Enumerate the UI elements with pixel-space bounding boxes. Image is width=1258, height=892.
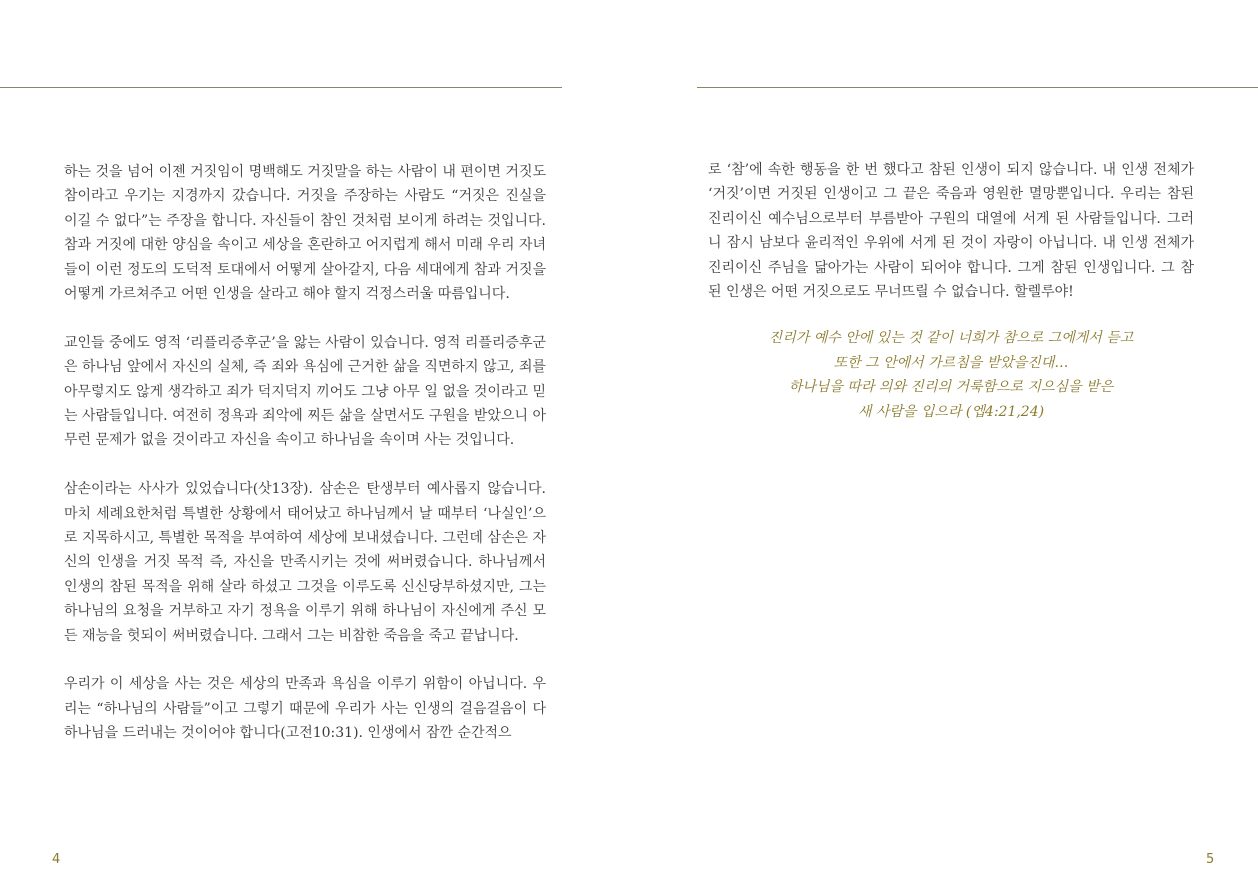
scripture-quote bbox=[708, 326, 1194, 424]
page-number: 4 bbox=[52, 852, 61, 867]
header-rule bbox=[697, 87, 1258, 88]
quote-line: 새 사람을 입으라 (엡4:21,24) bbox=[857, 403, 1045, 420]
quote-line: 진리가 예수 안에 있는 것 같이 너희가 참으로 그에게서 듣고 bbox=[768, 330, 1134, 346]
header-rule bbox=[0, 87, 562, 88]
body-text bbox=[708, 158, 1194, 304]
paragraph: 로 ‘참’에 속한 행동을 한 번 했다고 참된 인생이 되지 않습니다. 내 인생 전체가 ‘거짓’이면 거짓된 인생이고 그 끝은 죽음과 영원한 멸망뿐입니다. 우리는 참된 진리이신 예수님으로부터 부름받아 구원의 대열에 서게 된 사람들입니다. 그러니 잠시 남보다 윤리적인 우위에 서게 된 것이 자랑이 아닙니다. 내 인생 전체가 진리이신 주님을 닮아가는 사람이 되어야 합니다. 그게 참된 인생입니다. 그 참된 인생은 어떤 거짓으로도 무너뜨릴 수 없습니다. 할렐루야! bbox=[708, 162, 1194, 301]
paragraph: 하는 것을 넘어 이젠 거짓임이 명백해도 거짓말을 하는 사람이 내 편이면 거짓도 참이라고 우기는 지경까지 갔습니다. 거짓을 주장하는 사람도 “거짓은 진실을 이길 수 없다”는 주장을 합니다. 자신들이 참인 것처럼 보이게 하려는 것입니다. 참과 거짓에 대한 양심을 속이고 세상을 혼란하고 어지럽게 해서 미래 우리 자녀들이 이런 정도의 도덕적 토대에서 어떻게 살아갈지, 다음 세대에게 참과 거짓을 어떻게 가르쳐주고 어떤 인생을 살라고 해야 할지 걱정스러울 따름입니다. bbox=[64, 164, 546, 303]
right-page bbox=[629, 0, 1258, 892]
quote-line: 또한 그 안에서 가르침을 받았을진대… bbox=[833, 354, 1069, 371]
quote-line: 하나님을 따라 의와 진리의 거룩함으로 지으심을 받은 bbox=[788, 379, 1114, 396]
paragraph: 교인들 중에도 영적 ‘리플리증후군’을 앓는 사람이 있습니다. 영적 리플리증후군은 하나님 앞에서 자신의 실체, 즉 죄와 욕심에 근거한 삶을 직면하지 않고, 죄를 아무렇지도 않게 생각하고 죄가 덕지덕지 끼어도 그냥 아무 일 없을 것이라고 믿는 사람들입니다. 여전히 정욕과 죄악에 찌든 삶을 살면서도 구원을 받았으니 아무런 문제가 없을 것이라고 자신을 속이고 하나님을 속이며 사는 것입니다. bbox=[64, 334, 546, 449]
paragraph: 삼손이라는 사사가 있었습니다(삿13장). 삼손은 탄생부터 예사롭지 않습니다. 마치 세례요한처럼 특별한 상황에서 태어났고 하나님께서 날 때부터 ‘나실인’으로 지목하시고, 특별한 목적을 부여하여 세상에 보내셨습니다. 그런데 삼손은 자신의 인생을 거짓 목적 즉, 자신을 만족시키는 것에 써버렸습니다. 하나님께서 인생의 참된 목적을 위해 살라 하셨고 그것을 이루도록 신신당부하셨지만, 그는 하나님의 요청을 거부하고 자기 정욕을 이루기 위해 하나님이 자신에게 주신 모든 재능을 헛되이 써버렸습니다. 그래서 그는 비참한 죽음을 죽고 끝납니다. bbox=[64, 481, 546, 644]
page-number: 5 bbox=[1206, 852, 1215, 867]
body-text bbox=[64, 160, 546, 746]
paragraph: 우리가 이 세상을 사는 것은 세상의 만족과 욕심을 이루기 위함이 아닙니다. 우리는 “하나님의 사람들”이고 그렇기 때문에 우리가 사는 인생의 걸음걸음이 다 하나님을 드러내는 것이어야 합니다(고전10:31). 인생에서 잠깐 순간적으 bbox=[64, 676, 546, 742]
